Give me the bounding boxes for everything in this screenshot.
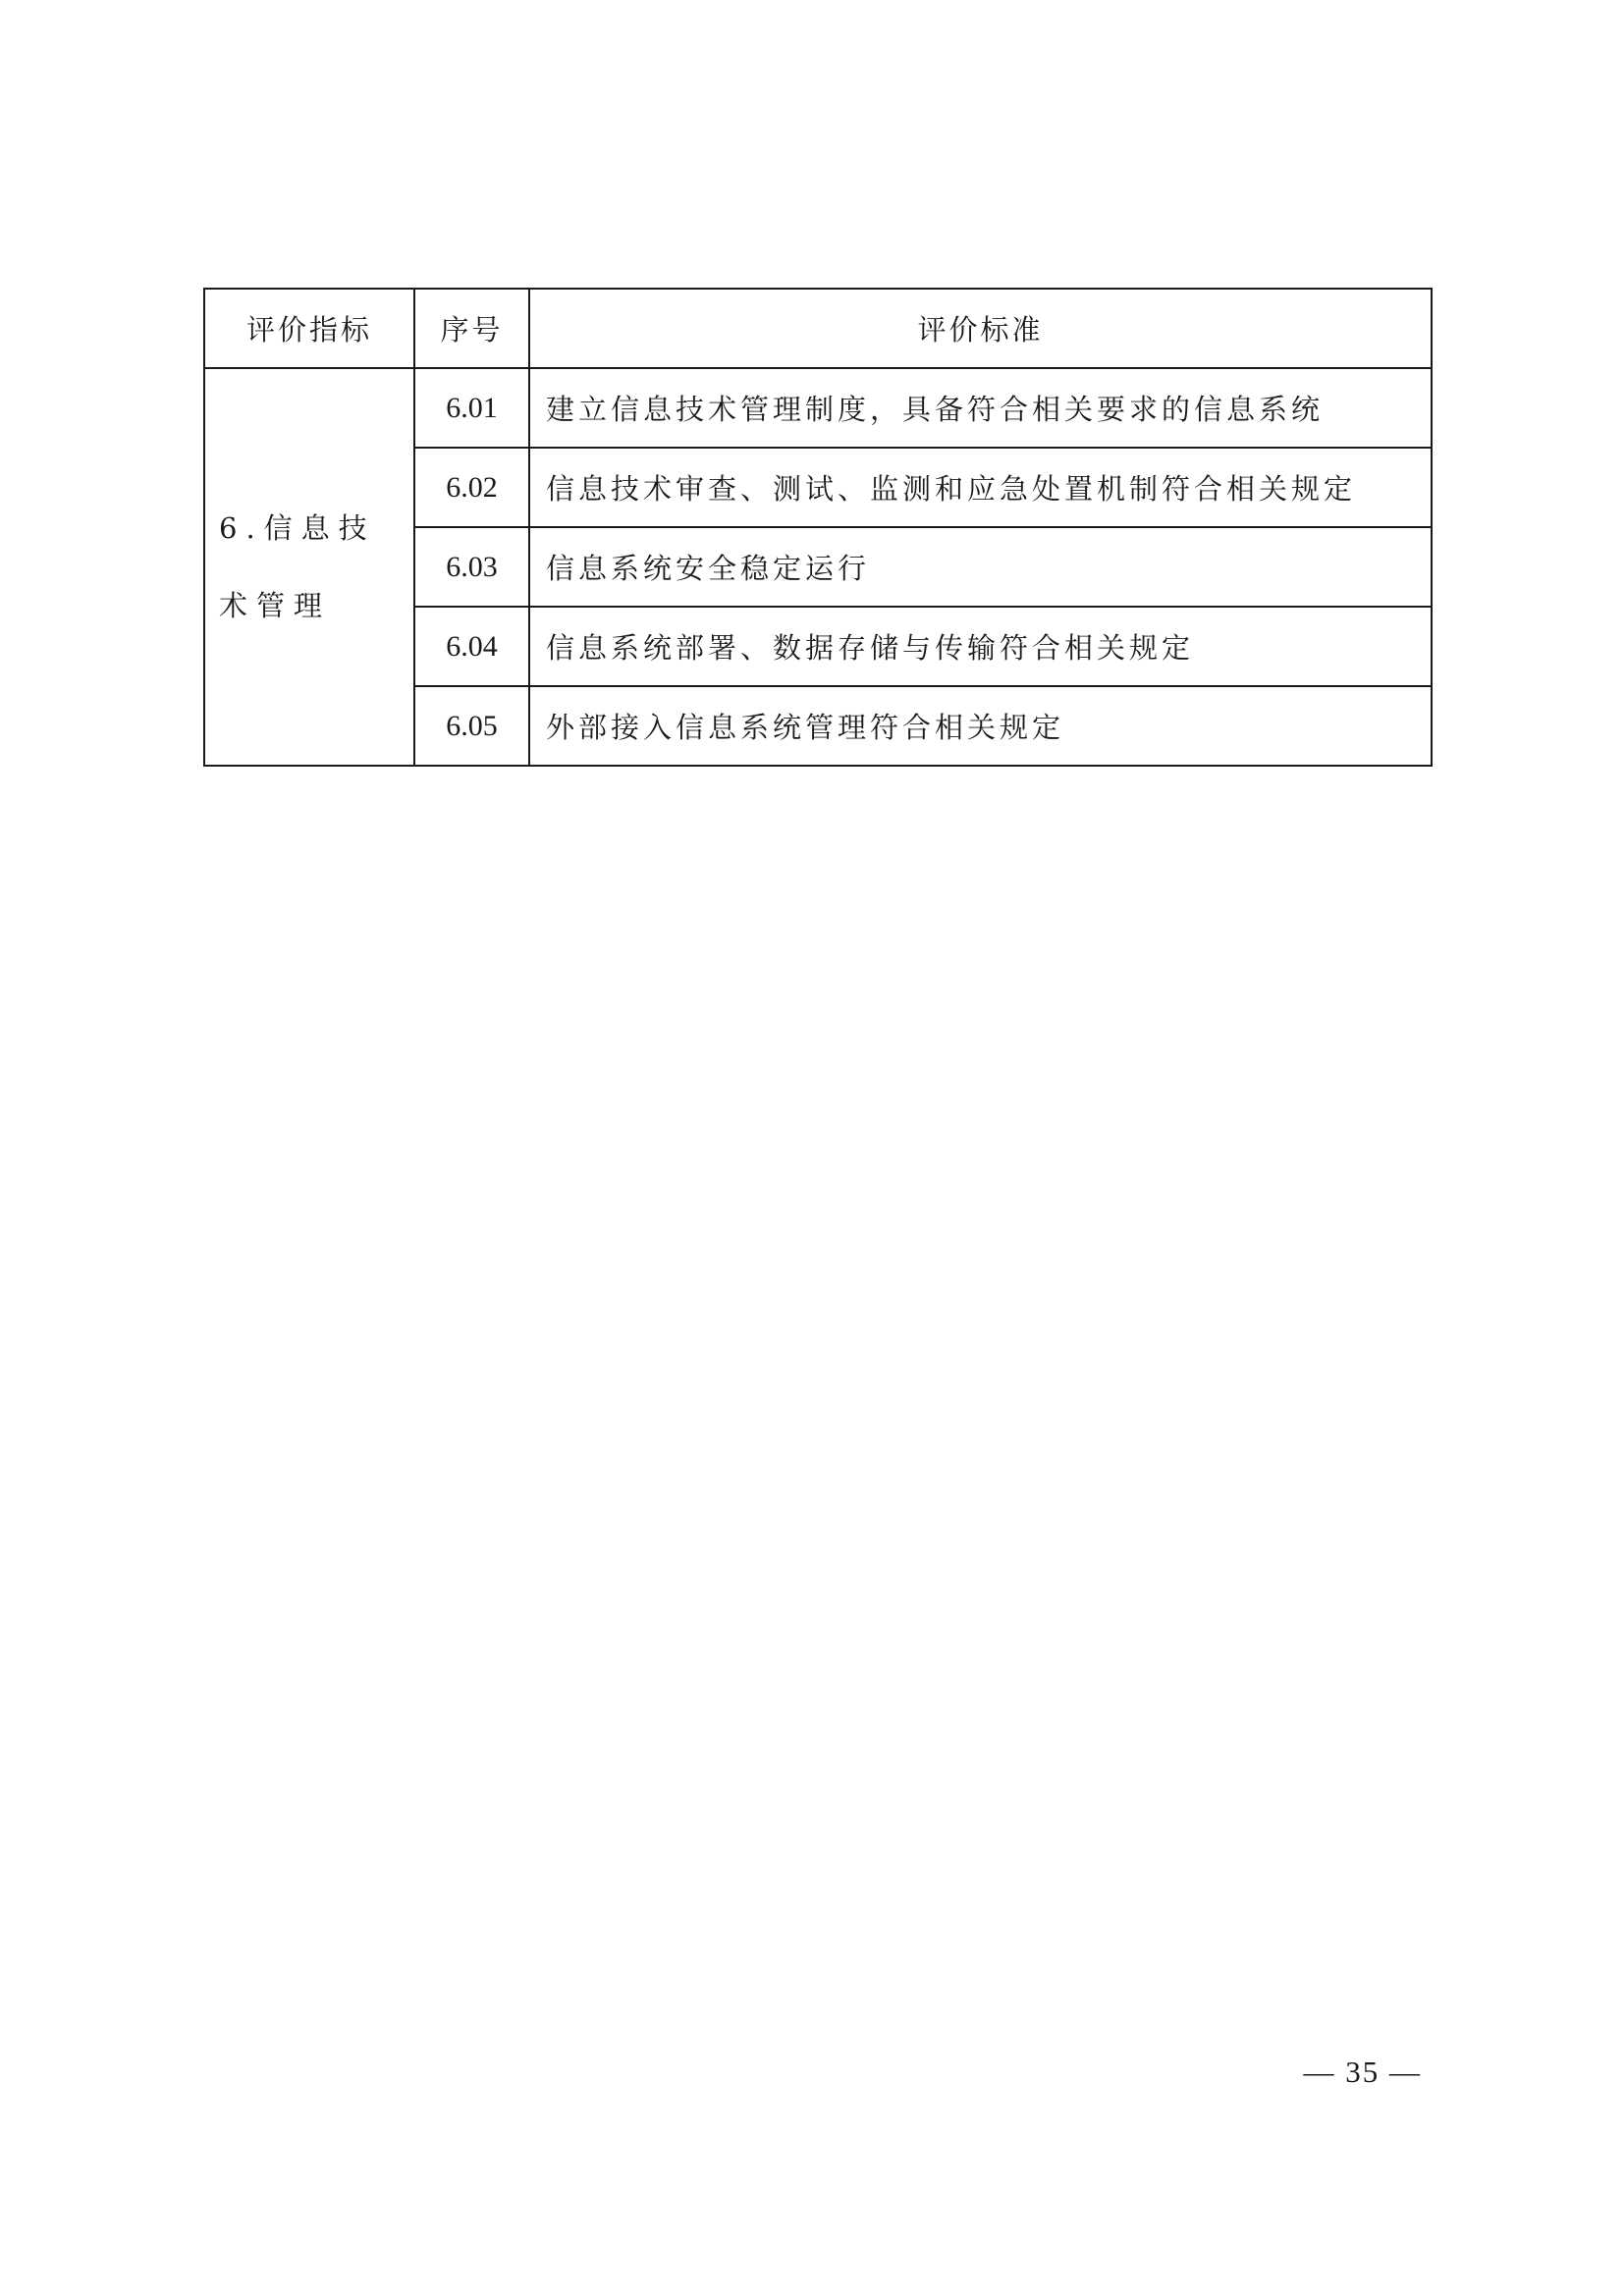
standard-cell: 信息技术审查、测试、监测和应急处置机制符合相关规定	[529, 448, 1432, 527]
table-header-row	[204, 289, 1432, 368]
seq-cell: 6.02	[414, 448, 529, 527]
standard-cell: 信息系统部署、数据存储与传输符合相关规定	[529, 607, 1432, 686]
header-standard: 评价标准	[529, 289, 1432, 368]
table-row	[204, 368, 1432, 448]
seq-cell: 6.05	[414, 686, 529, 766]
standard-cell: 建立信息技术管理制度，具备符合相关要求的信息系统	[529, 368, 1432, 448]
seq-cell: 6.04	[414, 607, 529, 686]
seq-cell: 6.03	[414, 527, 529, 607]
indicator-cell: 6.信息技术管理	[204, 368, 414, 766]
header-indicator: 评价指标	[204, 289, 414, 368]
standard-cell: 外部接入信息系统管理符合相关规定	[529, 686, 1432, 766]
page-number: — 35 —	[1303, 2055, 1422, 2089]
header-seq: 序号	[414, 289, 529, 368]
standard-cell: 信息系统安全稳定运行	[529, 527, 1432, 607]
evaluation-table	[203, 288, 1433, 767]
seq-cell: 6.01	[414, 368, 529, 448]
